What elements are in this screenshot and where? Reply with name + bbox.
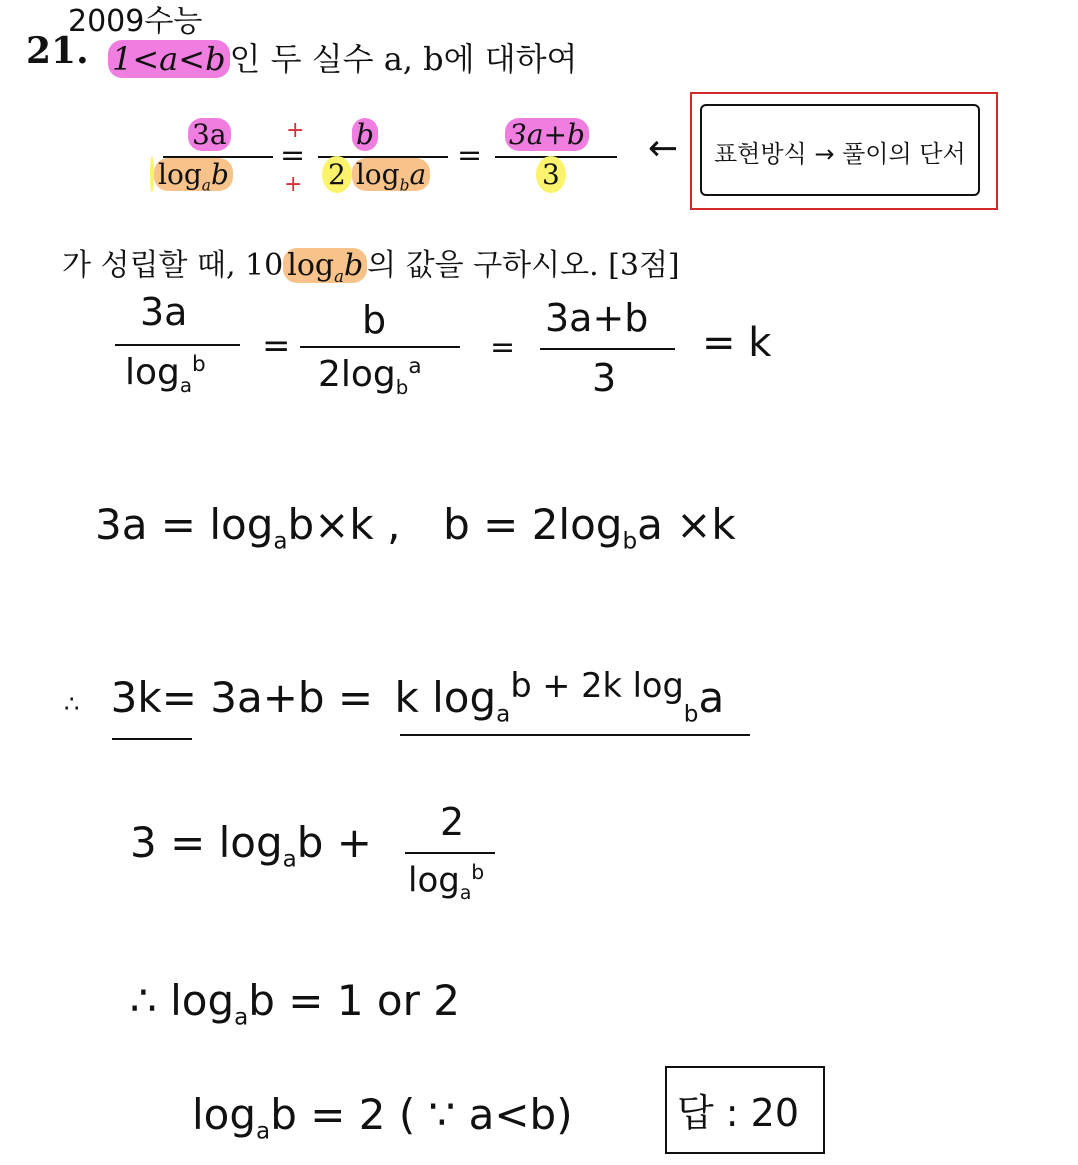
eq-f1-numerator: 3a (188, 118, 231, 151)
eq-mark-plus-bottom: + (284, 172, 303, 197)
sol-l4: $3 = \log_ab$ + (130, 818, 372, 873)
annotation-arrow-icon: ← (648, 128, 679, 169)
annotation-inner-box (700, 104, 980, 196)
answer-box (665, 1066, 825, 1154)
question-line: 가 성립할 때, 10 $\log_ab$ 의 값을 구하시오. [3점] (62, 248, 680, 286)
sol-l5: ∴ $\log_ab = 1$ or 2 (130, 976, 460, 1031)
eq-f2-numerator: b (352, 118, 378, 151)
sol-l3-underline-left (112, 738, 192, 740)
sol-l1-k: = k (702, 320, 772, 366)
eq-f2-denominator: 2 $\log_ba$ (322, 158, 430, 195)
sol-l6: $\log_ab = 2$ ( ∵ a<b) (192, 1090, 573, 1145)
annotation-note: 표현방식 → 풀이의 단서 (714, 140, 966, 168)
answer-text: 답 : 20 (677, 1091, 800, 1135)
condition-highlight: 1<a<b (108, 40, 230, 78)
statement-rest: 인 두 실수 a, b에 대하여 (229, 40, 578, 78)
problem-statement (108, 34, 577, 80)
sol-l4-frac-den: $\log_a^b$ (408, 860, 485, 905)
source-note: 2009수능 (68, 4, 203, 39)
eq-mark-plus-top: + (286, 118, 305, 143)
eq-f3-denominator: 3 (536, 156, 566, 193)
sol-l1-f3-den: 3 (592, 356, 617, 400)
sol-l1-f2-den: $2\log_b^a$ (318, 354, 422, 400)
sol-l4-frac-num: 2 (440, 800, 465, 844)
sol-l1-f3-num: 3a+b (545, 296, 649, 340)
problem-number: 21. (26, 30, 89, 72)
sol-l3-underline-right (400, 734, 750, 736)
annotation-red-box (690, 92, 998, 210)
sol-l2: $3a = \log_ab\times k$ , $b = 2\log_ba \times k$ (95, 500, 736, 555)
sol-l1-f1-den: $\log_a^b$ (125, 352, 206, 398)
eq-f1-denominator: $\log_ab$ (150, 158, 233, 195)
sol-l1-f2-num: b (362, 298, 387, 342)
eq-sign-2: = (457, 138, 483, 173)
eq-sign-1: = (280, 138, 306, 173)
eq-f3-numerator: 3a+b (505, 118, 589, 151)
sol-l1-f1-num: 3a (140, 290, 188, 334)
sol-l3: ∴ 3k= 3a+b = k $\log_a^{b + 2k log}_ba$ (64, 666, 725, 728)
